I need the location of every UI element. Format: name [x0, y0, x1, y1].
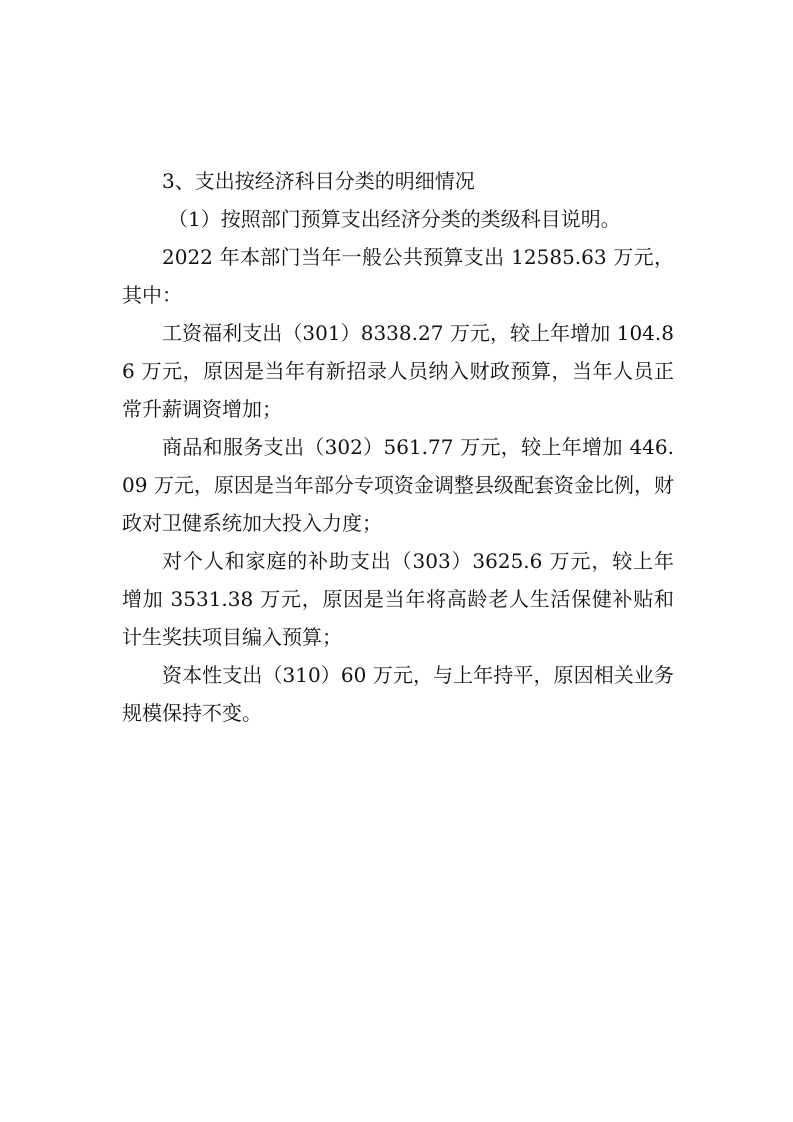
paragraph-wages-welfare: 工资福利支出（301）8338.27 万元，较上年增加 104.86 万元，原因是当年有新招录人员纳入财政预算，当年人员正常升薪调资增加；: [122, 321, 674, 421]
document-body: [122, 162, 674, 732]
paragraph-goods-services: 商品和服务支出（302）561.77 万元，较上年增加 446.09 万元，原因是当年部分专项资金调整县级配套资金比例，财政对卫健系统加大投入力度；: [122, 435, 674, 535]
paragraph-total-expenditure: 2022 年本部门当年一般公共预算支出 12585.63 万元，其中：: [122, 245, 674, 307]
subsection-heading: （1）按照部门预算支出经济分类的类级科目说明。: [168, 207, 621, 231]
paragraph-capital-expenditure: 资本性支出（310）60 万元，与上年持平，原因相关业务规模保持不变。: [122, 663, 674, 725]
paragraph-individual-household-subsidy: 对个人和家庭的补助支出（303）3625.6 万元，较上年增加 3531.38 万元，原因是当年将高龄老人生活保健补贴和计生奖扶项目编入预算；: [122, 549, 674, 649]
section-heading: 3、支出按经济科目分类的明细情况: [162, 169, 475, 193]
